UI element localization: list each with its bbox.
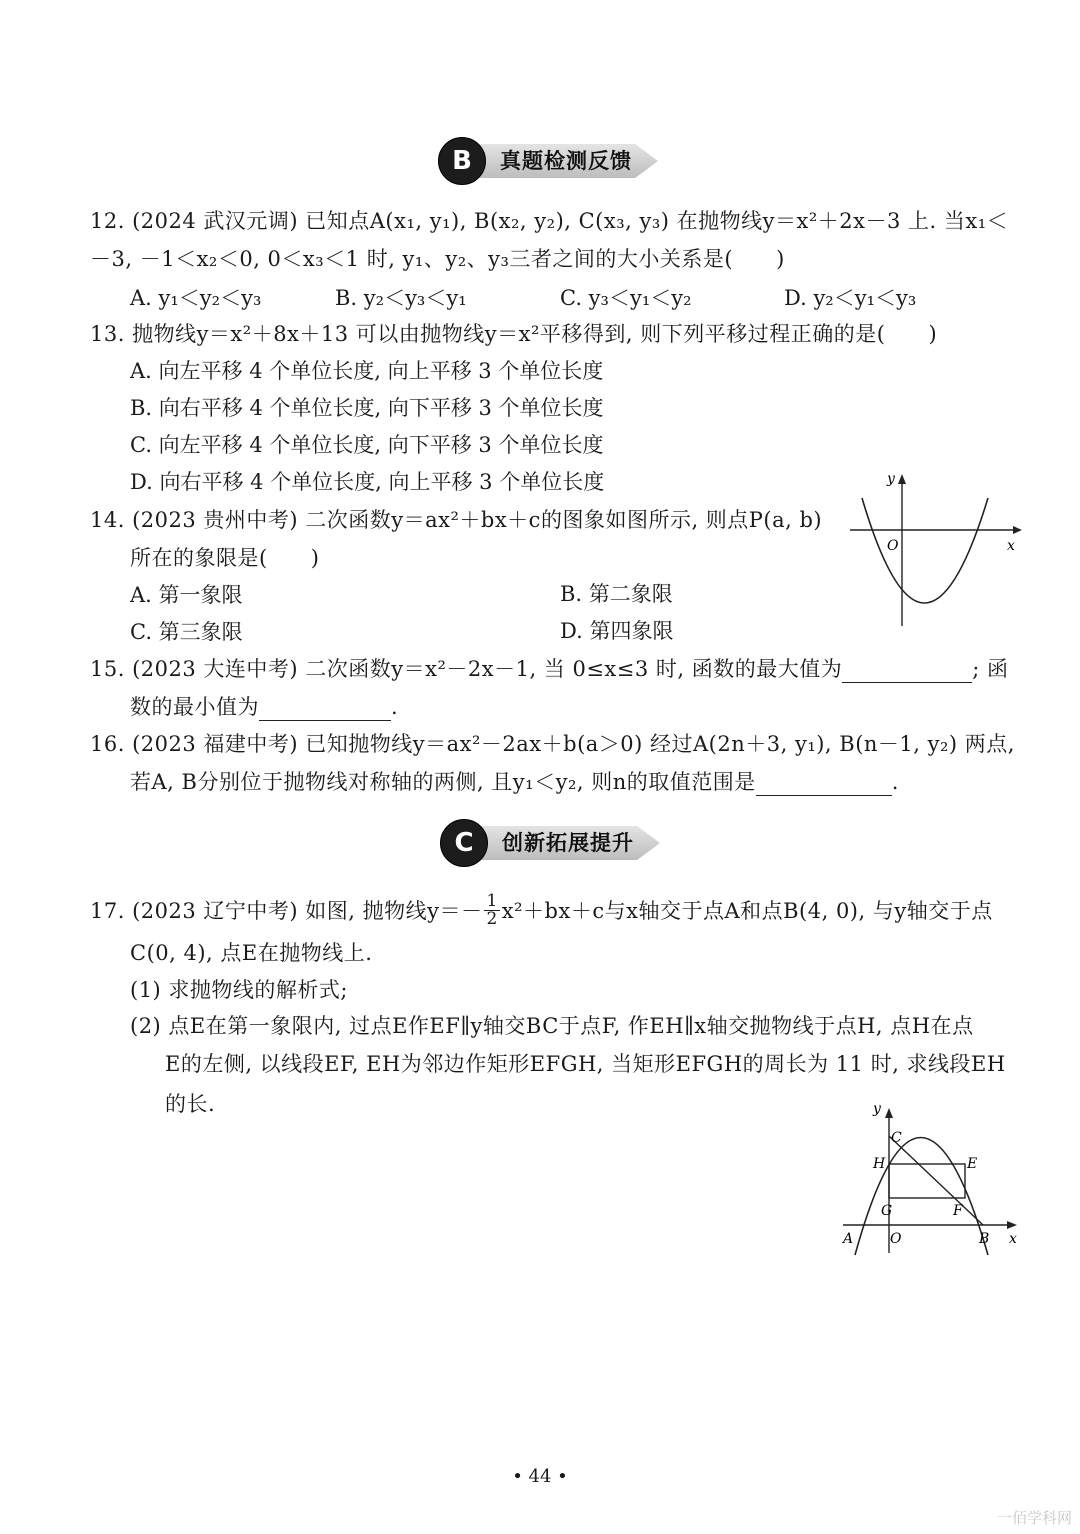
- y-axis-label: y: [887, 471, 895, 487]
- label-h: H: [873, 1156, 886, 1172]
- q13-option-a: A. 向左平移 4 个单位长度, 向上平移 3 个单位长度: [130, 359, 604, 383]
- q12-stem-line1: 12. (2024 武汉元调) 已知点A(x₁, y₁), B(x₂, y₂), C(x₃, y₃) 在抛物线y＝x²＋2x－3 上. 当x₁＜: [90, 209, 1009, 233]
- q13-option-d: D. 向右平移 4 个单位长度, 向上平移 3 个单位长度: [130, 470, 605, 494]
- q13-option-b: B. 向右平移 4 个单位长度, 向下平移 3 个单位长度: [130, 396, 604, 420]
- q15-line1: [90, 655, 1009, 683]
- label-b: B: [979, 1231, 990, 1247]
- q17-line1: [90, 891, 993, 930]
- q12-option-c: C. y₃＜y₁＜y₂: [560, 286, 692, 310]
- section-b-banner: [438, 137, 670, 185]
- label-o: O: [890, 1231, 902, 1247]
- fraction-denominator: 2: [486, 909, 498, 929]
- label-g: G: [881, 1203, 893, 1219]
- q14-stem-line2: 所在的象限是( ): [130, 546, 320, 570]
- watermark-text: 一佰学科网: [996, 1509, 1072, 1527]
- label-e: E: [967, 1156, 978, 1172]
- q15-line2: [130, 693, 398, 721]
- q14-option-b: B. 第二象限: [560, 582, 673, 606]
- x-axis-label: x: [1007, 538, 1015, 554]
- q12-stem-line2: －3, －1＜x₂＜0, 0＜x₃＜1 时, y₁、y₂、y₃三者之间的大小关系是( ): [90, 247, 785, 271]
- section-letter-badge: B: [438, 137, 486, 185]
- label-a: A: [843, 1231, 854, 1247]
- q16-answer-blank[interactable]: [756, 773, 892, 796]
- q17-part2-line1: (2) 点E在第一象限内, 过点E作EF∥y轴交BC于点F, 作EH∥x轴交抛物线于点H, 点H在点: [130, 1014, 974, 1038]
- q17-line2: C(0, 4), 点E在抛物线上.: [130, 941, 373, 965]
- q17-geometry-figure: [835, 1095, 1035, 1260]
- section-title: 创新拓展提升: [502, 831, 634, 855]
- q17-part2-line3: 的长.: [165, 1092, 216, 1116]
- label-c: C: [891, 1130, 902, 1146]
- q15-text-c: 数的最小值为: [130, 695, 259, 719]
- q13-option-c: C. 向左平移 4 个单位长度, 向下平移 3 个单位长度: [130, 433, 604, 457]
- label-y: y: [873, 1101, 881, 1117]
- q15-text-b: ; 函: [972, 657, 1009, 681]
- q14-option-c: C. 第三象限: [130, 620, 243, 644]
- q14-option-a: A. 第一象限: [130, 583, 243, 607]
- origin-label: O: [887, 538, 899, 554]
- q17-part2-line2: E的左侧, 以线段EF, EH为邻边作矩形EFGH, 当矩形EFGH的周长为 11 时, 求线段EH: [165, 1052, 1006, 1076]
- q16-line1: 16. (2023 福建中考) 已知抛物线y＝ax²－2ax＋b(a＞0) 经过A(2n＋3, y₁), B(n－1, y₂) 两点,: [90, 732, 1015, 756]
- q17-part1: (1) 求抛物线的解析式;: [130, 978, 348, 1002]
- q16-line2: [130, 768, 899, 796]
- label-x: x: [1009, 1231, 1017, 1247]
- q16-text-b: .: [891, 770, 899, 794]
- q17-text-a: 17. (2023 辽宁中考) 如图, 抛物线y＝－: [90, 899, 483, 923]
- q15-answer-blank-min[interactable]: [259, 698, 391, 721]
- q14-stem-line1: 14. (2023 贵州中考) 二次函数y＝ax²＋bx＋c的图象如图所示, 则点P(a, b): [90, 508, 823, 532]
- q15-text-a: 15. (2023 大连中考) 二次函数y＝x²－2x－1, 当 0≤x≤3 时, 函数的最大值为: [90, 657, 843, 681]
- q17-text-b: x²＋bx＋c与x轴交于点A和点B(4, 0), 与y轴交于点: [501, 899, 993, 923]
- q14-option-d: D. 第四象限: [560, 619, 674, 643]
- q16-text-a: 若A, B分别位于抛物线对称轴的两侧, 且y₁＜y₂, 则n的取值范围是: [130, 770, 756, 794]
- q15-answer-blank-max[interactable]: [842, 660, 972, 683]
- q15-text-d: .: [391, 695, 399, 719]
- q14-parabola-figure: [850, 468, 1030, 628]
- section-c-banner: [440, 819, 672, 867]
- q17-fraction: [484, 893, 499, 928]
- page-number: • 44 •: [512, 1466, 568, 1487]
- section-letter-badge: C: [440, 819, 488, 867]
- q12-option-a: A. y₁＜y₂＜y₃: [130, 286, 262, 310]
- q13-stem: 13. 抛物线y＝x²＋8x＋13 可以由抛物线y＝x²平移得到, 则下列平移过程正确的是( ): [90, 322, 938, 346]
- q12-option-b: B. y₂＜y₃＜y₁: [335, 286, 467, 310]
- section-title: 真题检测反馈: [500, 149, 632, 173]
- fraction-numerator: 1: [486, 891, 498, 911]
- q12-option-d: D. y₂＜y₁＜y₃: [784, 286, 917, 310]
- label-f: F: [953, 1203, 963, 1219]
